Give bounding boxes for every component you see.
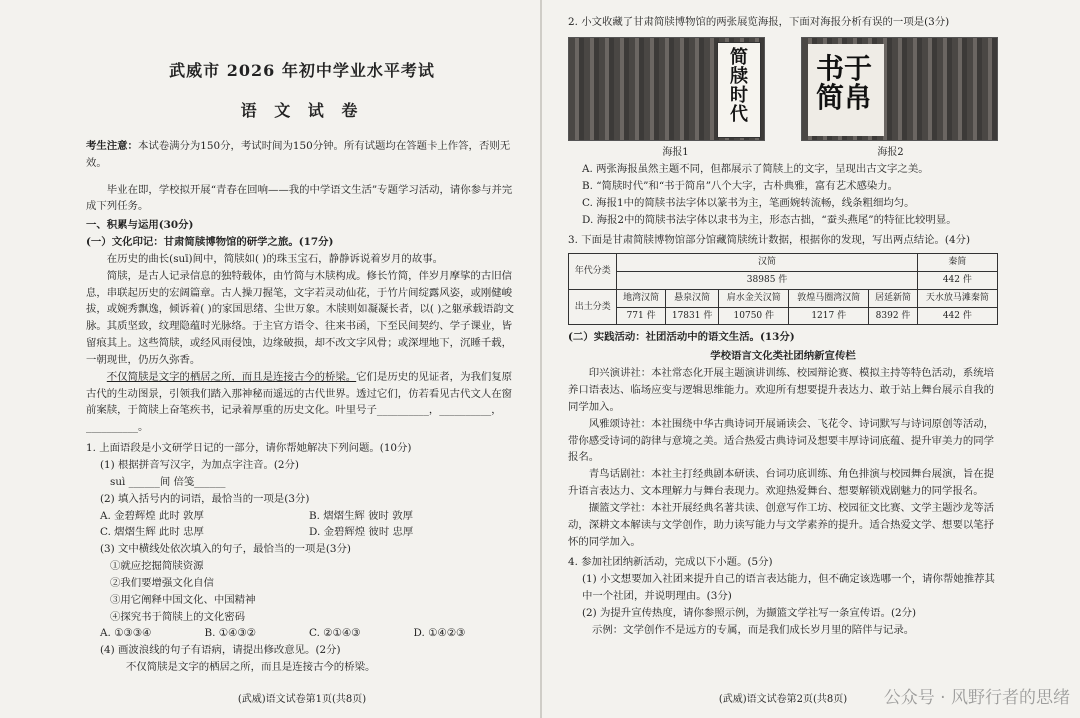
sentence-3: ③用它阐释中国文化、中国精神	[110, 593, 256, 606]
question-3: 3. 下面是甘肃简牍博物馆部分馆藏简牍统计数据，根据你的发现，写出两点结论。(4分)	[568, 234, 970, 247]
club-intro-4: 撷篮文学社：本社开展经典名著共读、创意写作工坊、校园征文比赛、文学主题沙龙等活动，深耕文本解读与文学创作，助力读写能力与文学素养的提升。适合热爱文学、想要以笔抒怀的同学加入。	[568, 501, 995, 548]
table-site: 悬泉汉简	[665, 289, 719, 307]
club-intro-3: 青鸟话剧社：本社主打经典剧本研读、台词功底训练、角色排演与校园舞台展演，旨在提升语言表达力、文本理解力与舞台表现力。欢迎热爱舞台、想要解锁戏剧魅力的同学报名。	[568, 468, 995, 498]
club-intro-2: 风雅颂诗社：本社围绕中华古典诗词开展诵读会、飞花令、诗词默写与诗词原创等活动，带你感受诗词的韵律与意境之美。适合热爱古典诗词及想要丰厚诗词底蕴、提升审美力的同学报名。	[568, 417, 995, 464]
table-count: 17831 件	[665, 307, 719, 325]
table-site: 天水放马滩秦简	[917, 289, 997, 307]
page-footer-left: (武威)语文试卷第1页(共8页)	[237, 693, 367, 705]
table-row-label-era: 年代分类	[569, 254, 617, 290]
passage-paragraph-2: 简牍，是古人记录信息的独特载体，由竹简与木牍构成。修长竹简，伴岁月摩挲的古旧信息，串联起历史的宏阔篇章。古人操刀握笔，文字若灵动仙花，于竹片间绽露风姿，或刚健峻拔，或婉秀飘逸，倾诉着( )的家国思绪、尘世万象。木牍则如凝凝长者，以( )之躯承载语韵文脉。其质坚致，纹理隐蕴时光脉络。于主官方语令、往来书函，下至民间契约、学子课业，皆留痕其上。这些简牍，或经风雨侵蚀，边缘破损，却不改文字风骨；或深埋地下，沉睡千载，一朝现世，仍历久弥香。	[86, 269, 515, 366]
question-1: 1. 上面语段是小文研学日记的一部分，请你帮她解决下列问题。(10分)	[86, 442, 412, 455]
question-2-option-b: B. “简牍时代”和“书于简帛”八个大字，古朴典雅，富有艺术感染力。	[582, 179, 899, 192]
poster-captions	[568, 145, 998, 161]
option-d: D. 金碧辉煌 彼时 忠厚	[309, 526, 414, 539]
passage-paragraph-3	[86, 369, 518, 436]
table-row-label-site: 出土分类	[569, 289, 617, 325]
option-a: A. ①③③④	[100, 627, 152, 640]
question-1-3: (3) 文中横线处依次填入的句子，最恰当的一项是(3分)	[100, 543, 351, 556]
question-1-2: (2) 填入括号内的词语，最恰当的一项是(3分)	[100, 492, 310, 505]
sentence-1: ①就应挖掘简牍资源	[110, 560, 204, 573]
subsection-heading-2: (二）实践活动：社团活动中的语文生活。(13分)	[568, 331, 795, 344]
page-left	[86, 14, 518, 714]
table-header-qin: 秦简	[917, 254, 997, 272]
table-count: 10750 件	[719, 307, 789, 325]
table-qin-total: 442 件	[917, 272, 997, 290]
table-count: 8392 件	[869, 307, 917, 325]
notice-label: 考生注意：	[86, 139, 138, 152]
question-1-4: (4) 画波浪线的句子有语病，请提出修改意见。(2分)	[100, 644, 341, 657]
poster-2-glyph: 书于简帛	[816, 51, 873, 115]
exam-title: 武威市 2026 年初中学业水平考试	[169, 61, 435, 80]
page-footer-right: (武威)语文试卷第2页(共8页)	[718, 693, 848, 705]
poster-1-image	[568, 37, 765, 141]
page-fold	[540, 0, 542, 718]
question-2-option-d: D. 海报2中的简牍书法字体以隶书为主，形态古拙，“蚕头燕尾”的特征比较明显。	[582, 213, 957, 226]
question-1-2-options-row2	[86, 524, 518, 541]
sentence-4: ④探究书于简牍上的文化密码	[110, 610, 246, 623]
table-han-total: 38985 件	[617, 272, 917, 290]
question-1-1-blank: suì ______间 倍笺______	[110, 475, 226, 488]
question-4-example: 示例：文学创作不是远方的专属，而是我们成长岁月里的陪伴与记录。	[592, 623, 915, 636]
table-site: 肩水金关汉简	[719, 289, 789, 307]
poster-2-caption: 海报2	[877, 146, 904, 158]
question-2: 2. 小文收藏了甘肃简牍博物馆的两张展览海报，下面对海报分析有误的一项是(3分)	[568, 16, 950, 28]
poster-1-caption: 海报1	[662, 146, 689, 158]
subsection-heading-1: (一）文化印记：甘肃简牍博物馆的研学之旅。(17分)	[86, 236, 334, 249]
club-intro-1: 印兴演讲社：本社常态化开展主题演讲训练、校园辩论赛、模拟主持等特色活动，系统培养口语表达、临场应变与逻辑思维能力。欢迎所有想要提升表达力、敢于站上舞台展示自我的同学加入。	[568, 367, 995, 413]
option-d: D. ①④②③	[413, 627, 466, 640]
wavy-sentence: 不仅简牍是文字的栖居之所，而且是连接古今的桥梁。	[106, 370, 357, 383]
question-1-1: (1) 根据拼音写汉字，为加点字注音。(2分)	[100, 459, 299, 471]
table-count: 442 件	[917, 307, 997, 325]
exam-subtitle: 语 文 试 卷	[240, 100, 364, 120]
poster-1-calligraphy	[717, 42, 761, 138]
table-site: 居延新简	[869, 289, 917, 307]
watermark: 公众号 · 风野行者的思绪	[883, 688, 1070, 708]
question-1-2-options-row1	[86, 508, 518, 525]
table-count: 771 件	[617, 307, 665, 325]
poster-2-image	[801, 37, 998, 141]
poster-1-glyph: 简牍时代	[730, 46, 748, 125]
table-count: 1217 件	[789, 307, 869, 325]
page-right	[568, 14, 998, 714]
question-4-1: (1) 小文想要加入社团来提升自己的语言表达能力，但不确定该选哪一个，请你帮她推荐其中一个社团，并说明理由。(3分)	[582, 573, 995, 603]
option-c: C. ②①④③	[309, 627, 361, 640]
passage-paragraph-1: 在历史的曲长(suī)间中，简牍如( )的珠玉宝石，静静诉说着岁月的故事。	[106, 252, 443, 265]
passage-paragraph-3-rest: 它们是历史的见证者，为我们复原古代的生动图景，引领我们踏入那神秘而遥远的古代世界。透过它们，仿若看见古代文人在窗前案牍，于简牍上奋笔疾书，记录着厚重的历史文化。叶里号子__________，__________，__________。	[86, 370, 513, 434]
table-site: 地湾汉简	[617, 289, 665, 307]
bamboo-slip-table	[568, 253, 998, 325]
notice-text: 本试卷满分为150分，考试时间为150分钟。所有试题均在答题卡上作答，否则无效。	[86, 139, 511, 169]
poster-2-calligraphy	[808, 44, 884, 136]
question-4: 4. 参加社团纳新活动，完成以下小题。(5分)	[568, 556, 773, 569]
intro-paragraph: 毕业在即，学校拟开展“青春在回响——我的中学语文生活”专题学习活动，请你参与并完成下列任务。	[86, 183, 513, 213]
option-b: B. ①④③②	[204, 627, 257, 640]
option-b: B. 熠熠生辉 彼时 敦厚	[309, 509, 413, 522]
notice	[86, 138, 518, 172]
sentence-2: ②我们要增强文化自信	[110, 576, 214, 589]
question-1-4-quote: 不仅简牍是文字的栖居之所，而且是连接古今的桥梁。	[126, 661, 376, 674]
question-1-3-options	[86, 625, 518, 642]
question-4-2: (2) 为提升宣传热度，请你参照示例，为撷篮文学社写一条宣传语。(2分)	[582, 606, 917, 619]
column-title: 学校语言文化类社团纳新宣传栏	[710, 350, 856, 363]
question-2-option-a: A. 两张海报虽然主题不同，但都展示了简牍上的文字，呈现出古文字之美。	[582, 163, 929, 176]
table-site: 敦煌马圈湾汉简	[789, 289, 869, 307]
section-heading-1: 一、积累与运用(30分)	[86, 219, 194, 232]
option-a: A. 金碧辉煌 此时 敦厚	[100, 509, 204, 522]
option-c: C. 熠熠生辉 此时 忠厚	[100, 526, 204, 539]
table-header-han: 汉简	[617, 254, 917, 272]
question-2-option-c: C. 海报1中的简牍书法字体以篆书为主，笔画婉转流畅，线条粗细均匀。	[582, 196, 915, 209]
poster-row	[568, 37, 998, 141]
